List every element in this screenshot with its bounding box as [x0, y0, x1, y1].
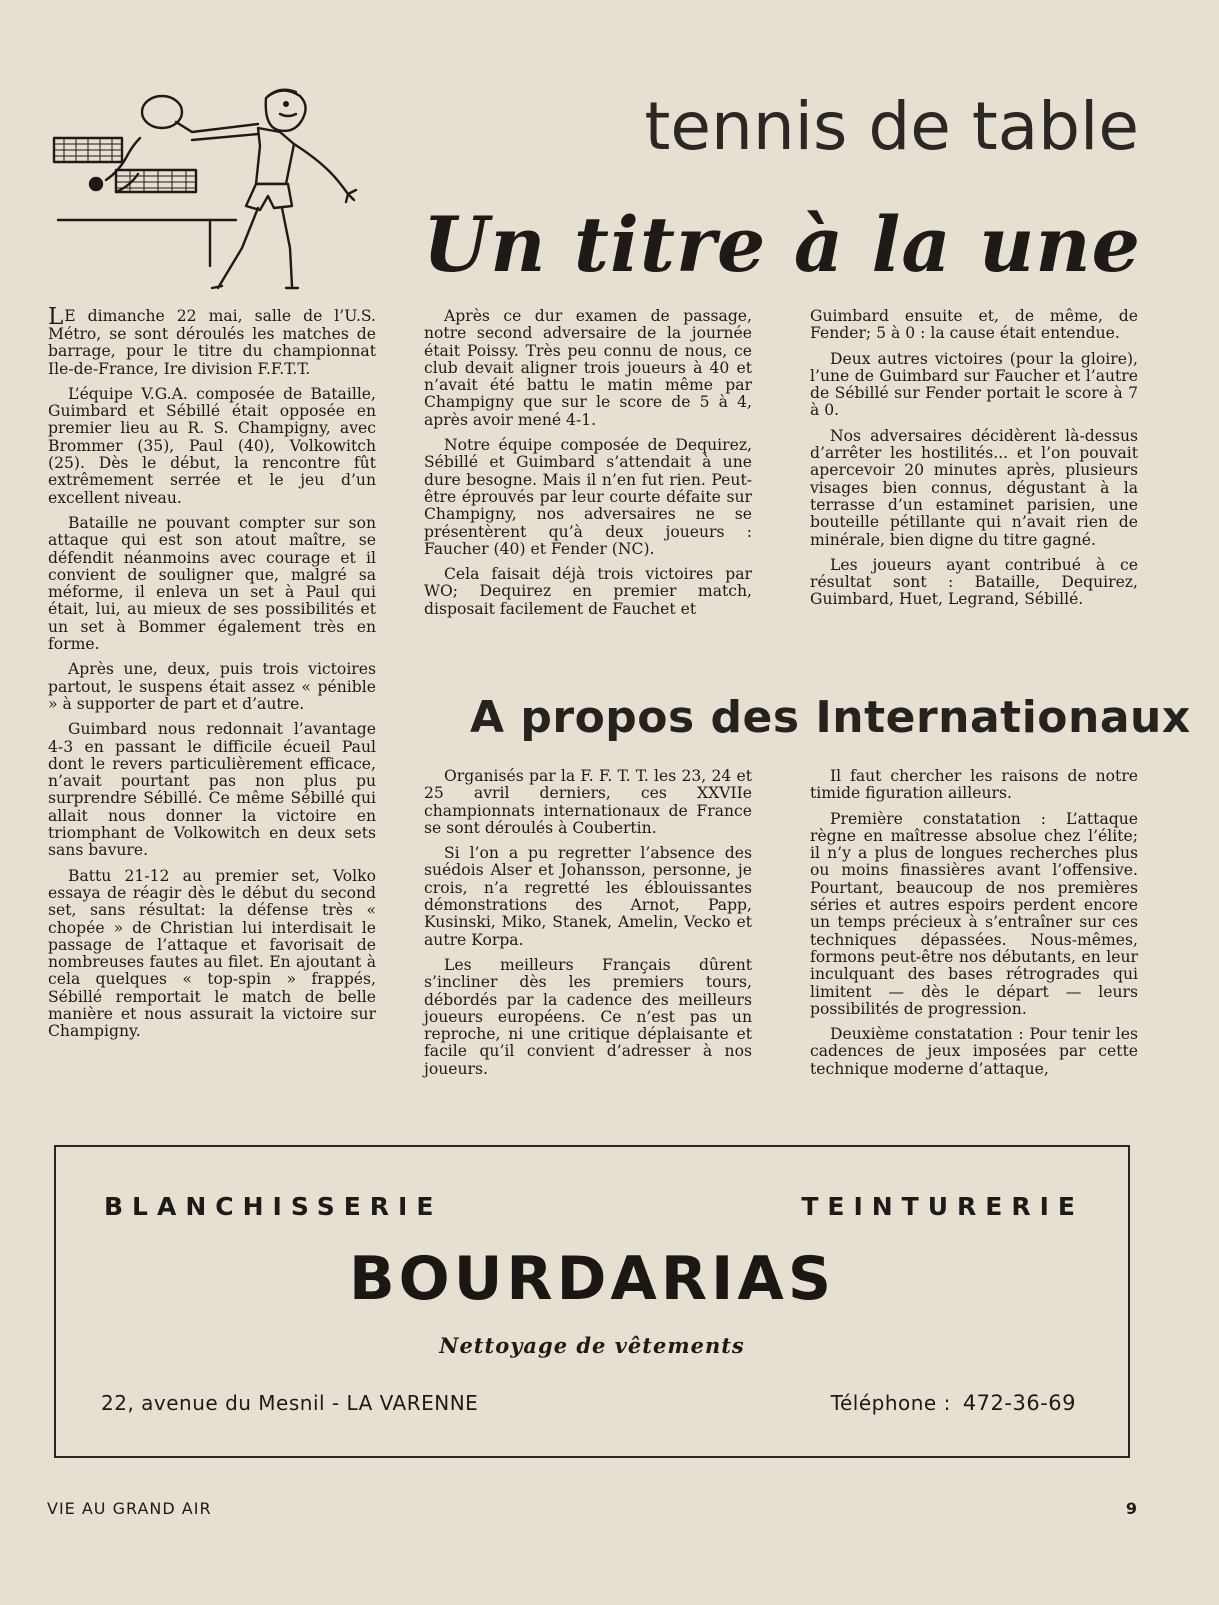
article2-paragraph: Organisés par la F. F. T. T. les 23, 24 et 25 avril derniers, ces XXVIIe championnats internationaux de France se sont déroulés à Coubertin.: [424, 767, 752, 837]
article2-paragraph: Si l’on a pu regretter l’absence des suédois Alser et Johansson, personne, je crois, n’a regretté les éblouissantes démonstrations des Arnot, Papp, Kusinski, Miko, Stanek, Amelin, Vecko et autre Korpa.: [424, 844, 752, 949]
table-tennis-player-illustration: [46, 88, 376, 293]
article1-paragraph: Les joueurs ayant contribué à ce résultat sont : Bataille, Dequirez, Guimbard, Huet, Legrand, Sébillé.: [810, 555, 1138, 609]
article1-column-2: [424, 308, 752, 626]
article1-paragraph: Deux autres victoires (pour la gloire), l’une de Guimbard sur Faucher et l’autre de Sébillé sur Fender portait le score à 7 à 0.: [810, 349, 1138, 420]
article1-paragraph: Après ce dur examen de passage, notre second adversaire de la journée était Poissy. Très peu connu de nous, ce club devait aligner trois joueurs à 40 et n’avait été battu le matin même par Champigny que sur le score de 5 à 4, après avoir mené 4-1.: [424, 307, 752, 429]
article1-paragraph: Après une, deux, puis trois victoires partout, le suspens était assez « pénible » à supporter de part et d’autre.: [48, 660, 376, 713]
ad-tagline: Nettoyage de vêtements: [439, 1333, 745, 1358]
article2-paragraph: Première constatation : L’attaque règne en maîtresse absolue chez l’élite; il n’y a plus de longues recherches plus ou moins finassières avant l’offensive. Pourtant, beaucoup de nos premières séries et autres espoirs perdent encore un temps précieux à s’entraîner sur ces techniques dépassées. Nous-mêmes, formons peut-être nos débutants, en leur inculquant des bases rétrogrades qui limitent — dès le départ — leurs possibilités de progression.: [810, 809, 1138, 1018]
article2-paragraph: Deuxième constatation : Pour tenir les cadences de jeux imposées par cette technique moderne d’attaque,: [810, 1025, 1138, 1078]
headline: Un titre à la une: [422, 200, 1141, 289]
section-kicker: tennis de table: [644, 88, 1139, 165]
footer-magazine-name: VIE AU GRAND AIR: [47, 1499, 212, 1518]
article1-column-3: [810, 308, 1138, 617]
article1-paragraph: L’équipe V.G.A. composée de Bataille, Guimbard et Sébillé était opposée en premier lieu au R. S. Champigny, avec Brommer (35), Paul (40), Volkowitch (25). Dès le début, la rencontre fût extrêmement serrée et le jeu d’un excellent niveau.: [48, 384, 376, 507]
ad-service-dyeing: TEINTURERIE: [801, 1192, 1084, 1221]
dropcap: L: [48, 304, 64, 330]
article1-paragraph: LE dimanche 22 mai, salle de l’U.S. Métro, se sont déroulés les matches de barrage, pour le titre du championnat Ile-de-France, Ire division F.F.T.T.: [48, 304, 376, 378]
article1-paragraph: Guimbard nous redonnait l’avantage 4-3 en passant le difficile écueil Paul dont le revers particulièrement efficace, n’avait pourtant pas non plus pu surprendre Sébillé. Ce même Sébillé qui allait nous donner la victoire en triomphant de Volkowitch en deux sets sans bavure.: [48, 720, 376, 860]
article1-paragraph: Cela faisait déjà trois victoires par WO; Dequirez en premier match, disposait facilement de Fauchet et: [424, 565, 752, 618]
article1-column-1: [48, 304, 376, 1049]
article2-paragraph: Il faut chercher les raisons de notre timide figuration ailleurs.: [810, 767, 1138, 803]
article2-paragraph: Les meilleurs Français dûrent s’incliner dès les premiers tours, débordés par la cadence des meilleurs joueurs européens. Ce n’est pas un reproche, ni une critique déplaisante et facile qu’il convient d’adresser à nos joueurs.: [424, 955, 752, 1078]
article1-paragraph: Battu 21-12 au premier set, Volko essaya de réagir dès le début du second set, sans résultat: la défense très « chopée » de Christian lui interdisait le passage de l’attaque et favorisait de nombreuses fautes au filet. En ajoutant à cela quelques « top-spin » frappés, Sébillé remportait le match de belle manière et nous assurait la victoire sur Champigny.: [48, 866, 376, 1041]
ad-phone-number: 472-36-69: [962, 1391, 1076, 1415]
ad-phone: [831, 1391, 1076, 1415]
footer-page-number: 9: [1125, 1499, 1137, 1518]
article1-paragraph: Bataille ne pouvant compter sur son attaque qui est son atout maître, se défendit néanmoins avec courage et il convient de souligner que, malgré sa méforme, il enleva un set à Paul qui était, lui, au mieux de ses possibilités et un set à Bommer également très en forme.: [48, 513, 376, 654]
ad-phone-label: Téléphone :: [830, 1391, 951, 1415]
article1-paragraph: Nos adversaires décidèrent là-dessus d’arrêter les hostilités... et l’on pouvait apercevoir 20 minutes après, plusieurs visages bien connus, dégustant à la terrasse d’un estaminet parisien, une bouteille pétillante qui n’avait rien de minérale, bien digne du titre gagné.: [810, 426, 1138, 549]
article1-paragraph: Notre équipe composée de Dequirez, Sébillé et Guimbard s’attendait à une dure besogne. Mais il n’en fut rien. Peut-être éprouvés par leur courte défaite sur Champigny, nos adversaires ne se présentèrent qu’à deux joueurs : Faucher (40) et Fender (NC).: [424, 436, 752, 558]
advertisement-box: [54, 1145, 1130, 1458]
article1-paragraph: Guimbard ensuite et, de même, de Fender; 5 à 0 : la cause était entendue.: [810, 307, 1138, 343]
ad-brand-name: BOURDARIAS: [348, 1244, 836, 1314]
article2-title: A propos des Internationaux: [470, 692, 1191, 743]
ad-address: 22, avenue du Mesnil - LA VARENNE: [101, 1391, 479, 1415]
ad-service-laundry: BLANCHISSERIE: [104, 1192, 443, 1221]
article2-column-2: [810, 768, 1138, 1086]
article2-column-1: [424, 768, 752, 1086]
